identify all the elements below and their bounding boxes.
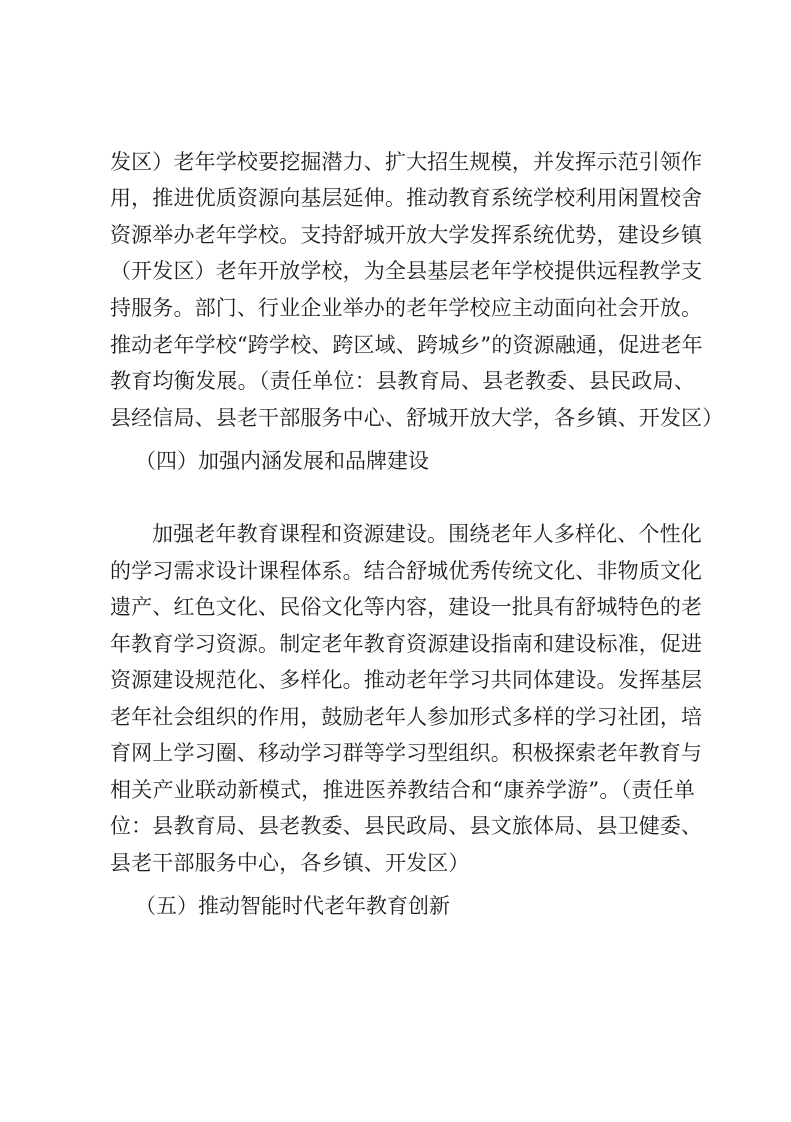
paragraph-2-line-2: 的学习需求设计课程体系。结合舒城优秀传统文化、非物质文化: [110, 559, 703, 583]
paragraph-2-line-5: 资源建设规范化、多样化。推动老年学习共同体建设。发挥基层: [110, 668, 703, 692]
paragraph-1-line-4: （开发区）老年开放学校，为全县基层老年学校提供远程教学支: [110, 259, 703, 283]
paragraph-2-line-8: 相关产业联动新模式，推进医养教结合和“康养学游”。（责任单: [110, 778, 695, 802]
paragraph-2-line-1: 加强老年教育课程和资源建设。围绕老年人多样化、个性化: [152, 522, 702, 546]
paragraph-1-line-3: 资源举办老年学校。支持舒城开放大学发挥系统优势，建设乡镇: [110, 223, 703, 247]
paragraph-2-line-7: 育网上学习圈、移动学习群等学习型组织。积极探索老年教育与: [110, 741, 703, 765]
paragraph-2-line-4: 年教育学习资源。制定老年教育资源建设指南和建设标准，促进: [110, 632, 703, 656]
paragraph-2-line-3: 遗产、红色文化、民俗文化等内容，建设一批具有舒城特色的老: [110, 595, 703, 619]
paragraph-1-line-6: 推动老年学校“跨学校、跨区域、跨城乡”的资源融通，促进老年: [110, 333, 703, 357]
paragraph-1-line-2: 用，推进优质资源向基层延伸。推动教育系统学校利用闲置校舍: [110, 186, 703, 210]
paragraph-1-line-7: 教育均衡发展。（责任单位：县教育局、县老教委、县民政局、: [110, 369, 695, 393]
paragraph-1-line-8: 县经信局、县老干部服务中心、舒城开放大学，各乡镇、开发区）: [110, 406, 724, 430]
paragraph-1-line-5: 持服务。部门、行业企业举办的老年学校应主动面向社会开放。: [110, 296, 703, 320]
paragraph-1-line-1: 发区）老年学校要挖掘潜力、扩大招生规模，并发挥示范引领作: [110, 150, 703, 174]
section-heading-4: （四）加强内涵发展和品牌建设: [135, 449, 429, 473]
paragraph-2-line-6: 老年社会组织的作用，鼓励老年人参加形式多样的学习社团，培: [110, 705, 703, 729]
paragraph-2-line-9: 位：县教育局、县老教委、县民政局、县文旅体局、县卫健委、: [110, 814, 703, 838]
section-heading-5: （五）推动智能时代老年教育创新: [135, 894, 450, 918]
paragraph-2-line-10: 县老干部服务中心，各乡镇、开发区）: [110, 851, 470, 875]
